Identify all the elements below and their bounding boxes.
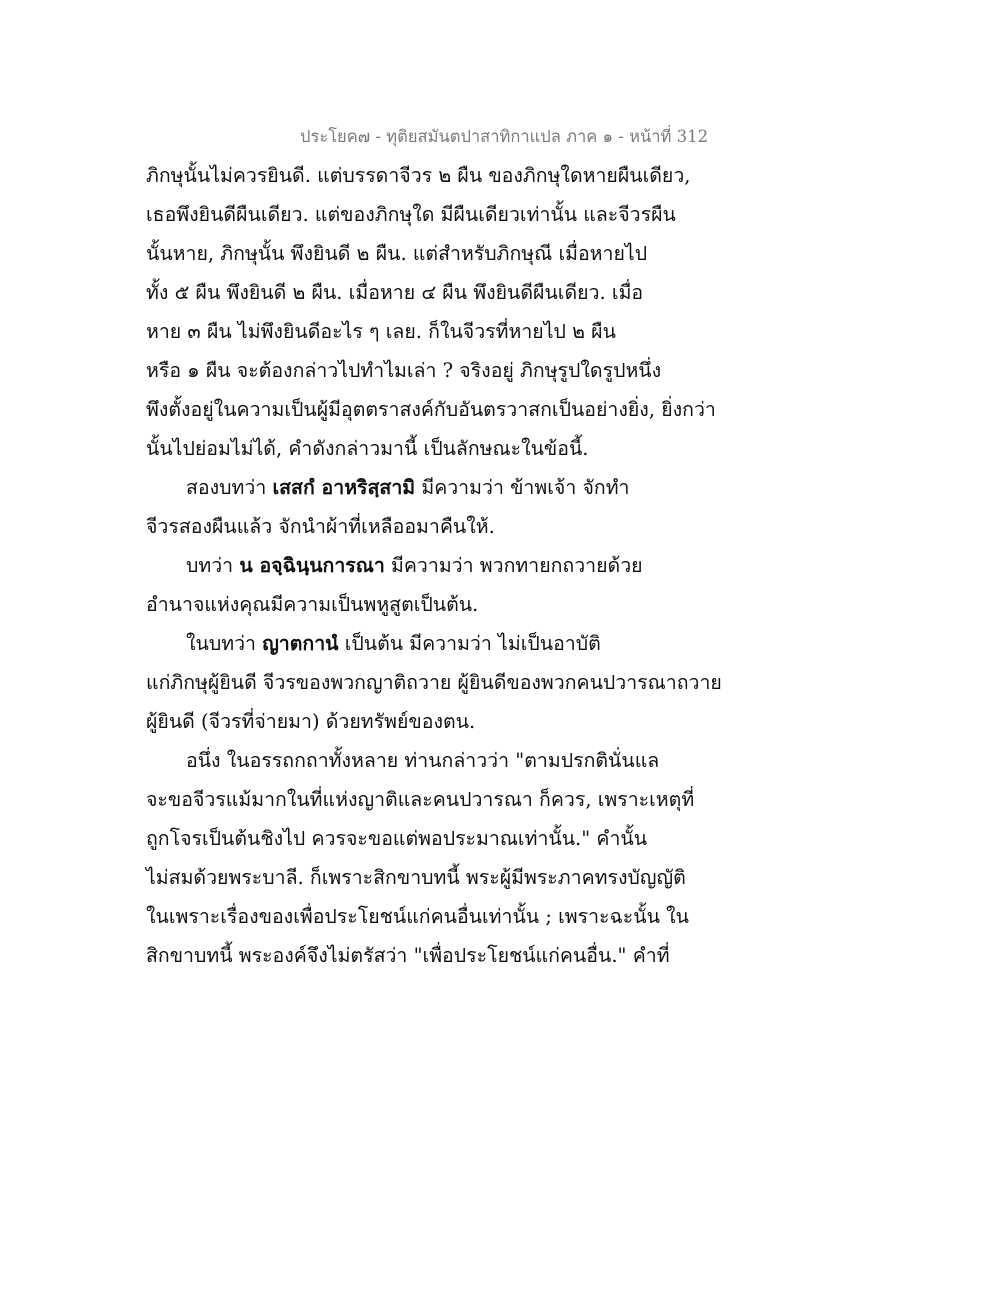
text-line: หรือ ๑ ผืน จะต้องกล่าวไปทำไมเล่า ? จริงอยู่ ภิกษุรูปใดรูปหนึ่ง — [146, 359, 662, 382]
text-line: เธอพึงยินดีผืนเดียว. แต่ของภิกษุใด มีผืนเดียวเท่านั้น และจีวรผืน — [146, 203, 676, 226]
paragraph-5 — [146, 741, 706, 975]
trail-text: เป็นต้น มีความว่า ไม่เป็นอาบัติ — [338, 632, 601, 655]
running-header: ประโยค๗ - ทุติยสมันตปาสาทิกาแปล ภาค ๑ - หน้าที่ 312 — [300, 127, 709, 146]
text-line: พึงตั้งอยู่ในความเป็นผู้มีอุตตราสงค์กับอันตรวาสกเป็นอย่างยิ่ง, ยิ่งกว่า — [146, 398, 716, 421]
text-line: ไม่สมด้วยพระบาลี. ก็เพราะสิกขาบทนี้ พระผู้มีพระภาคทรงบัญญัติ — [146, 866, 686, 889]
text-line: นั้นไปย่อมไม่ได้, คำดังกล่าวมานี้ เป็นลักษณะในข้อนี้. — [146, 437, 589, 460]
text-line: ในเพราะเรื่องของเพื่อประโยชน์แก่คนอื่นเท่านั้น ; เพราะฉะนั้น ใน — [146, 905, 689, 928]
body-text — [146, 156, 722, 975]
text-line: ภิกษุนั้นไม่ควรยินดี. แต่บรรดาจีวร ๒ ผืน ของภิกษุใดหายผืนเดียว, — [146, 164, 691, 187]
text-line: อำนาจแห่งคุณมีความเป็นพหูสูตเป็นต้น. — [146, 593, 479, 616]
lead-text: ในบทว่า — [186, 632, 263, 655]
text-line: อนึ่ง ในอรรถกถาทั้งหลาย ท่านกล่าวว่า "ตามปรกตินั่นแล — [186, 749, 660, 772]
pali-term: เสสกํ อาหริสฺสามิ — [272, 476, 416, 499]
text-line: ผู้ยินดี (จีวรที่จ่ายมา) ด้วยทรัพย์ของตน. — [146, 710, 476, 733]
pali-term: ญาตกานํ — [262, 632, 339, 655]
paragraph-3 — [146, 546, 706, 624]
text-line: สิกขาบทนี้ พระองค์จึงไม่ตรัสว่า "เพื่อประโยชน์แก่คนอื่น." คำที่ — [146, 944, 670, 967]
text-line: ถูกโจรเป็นต้นชิงไป ควรจะขอแต่พอประมาณเท่านั้น." คำนั้น — [146, 827, 648, 850]
trail-text: มีความว่า พวกทายกถวายด้วย — [384, 554, 643, 577]
trail-text: มีความว่า ข้าพเจ้า จักทำ — [415, 476, 630, 499]
text-line — [146, 624, 706, 663]
text-line: แก่ภิกษุผู้ยินดี จีวรของพวกญาติถวาย ผู้ยินดีของพวกคนปวารณาถวาย — [146, 671, 722, 694]
lead-text: สองบทว่า — [186, 476, 273, 499]
text-line: จีวรสองผืนแล้ว จักนำผ้าที่เหลืออมาคืนให้. — [146, 515, 495, 538]
text-line: ทั้ง ๕ ผืน พึงยินดี ๒ ผืน. เมื่อหาย ๔ ผืน พึงยินดีผืนเดียว. เมื่อ — [146, 281, 644, 304]
text-line: จะขอจีวรแม้มากในที่แห่งญาติและคนปวารณา ก็ควร, เพราะเหตุที่ — [146, 788, 695, 811]
paragraph-2 — [146, 468, 706, 546]
text-line: นั้นหาย, ภิกษุนั้น พึงยินดี ๒ ผืน. แต่สำหรับภิกษุณี เมื่อหายไป — [146, 242, 648, 265]
text-line: หาย ๓ ผืน ไม่พึงยินดีอะไร ๆ เลย. ก็ในจีวรที่หายไป ๒ ผืน — [146, 320, 616, 343]
paragraph-1 — [146, 156, 716, 468]
pali-term: น อจฺฉินฺนการณา — [239, 554, 385, 577]
paragraph-4 — [146, 624, 722, 741]
lead-text: บทว่า — [186, 554, 240, 577]
text-line — [146, 468, 706, 507]
text-line — [146, 546, 706, 585]
